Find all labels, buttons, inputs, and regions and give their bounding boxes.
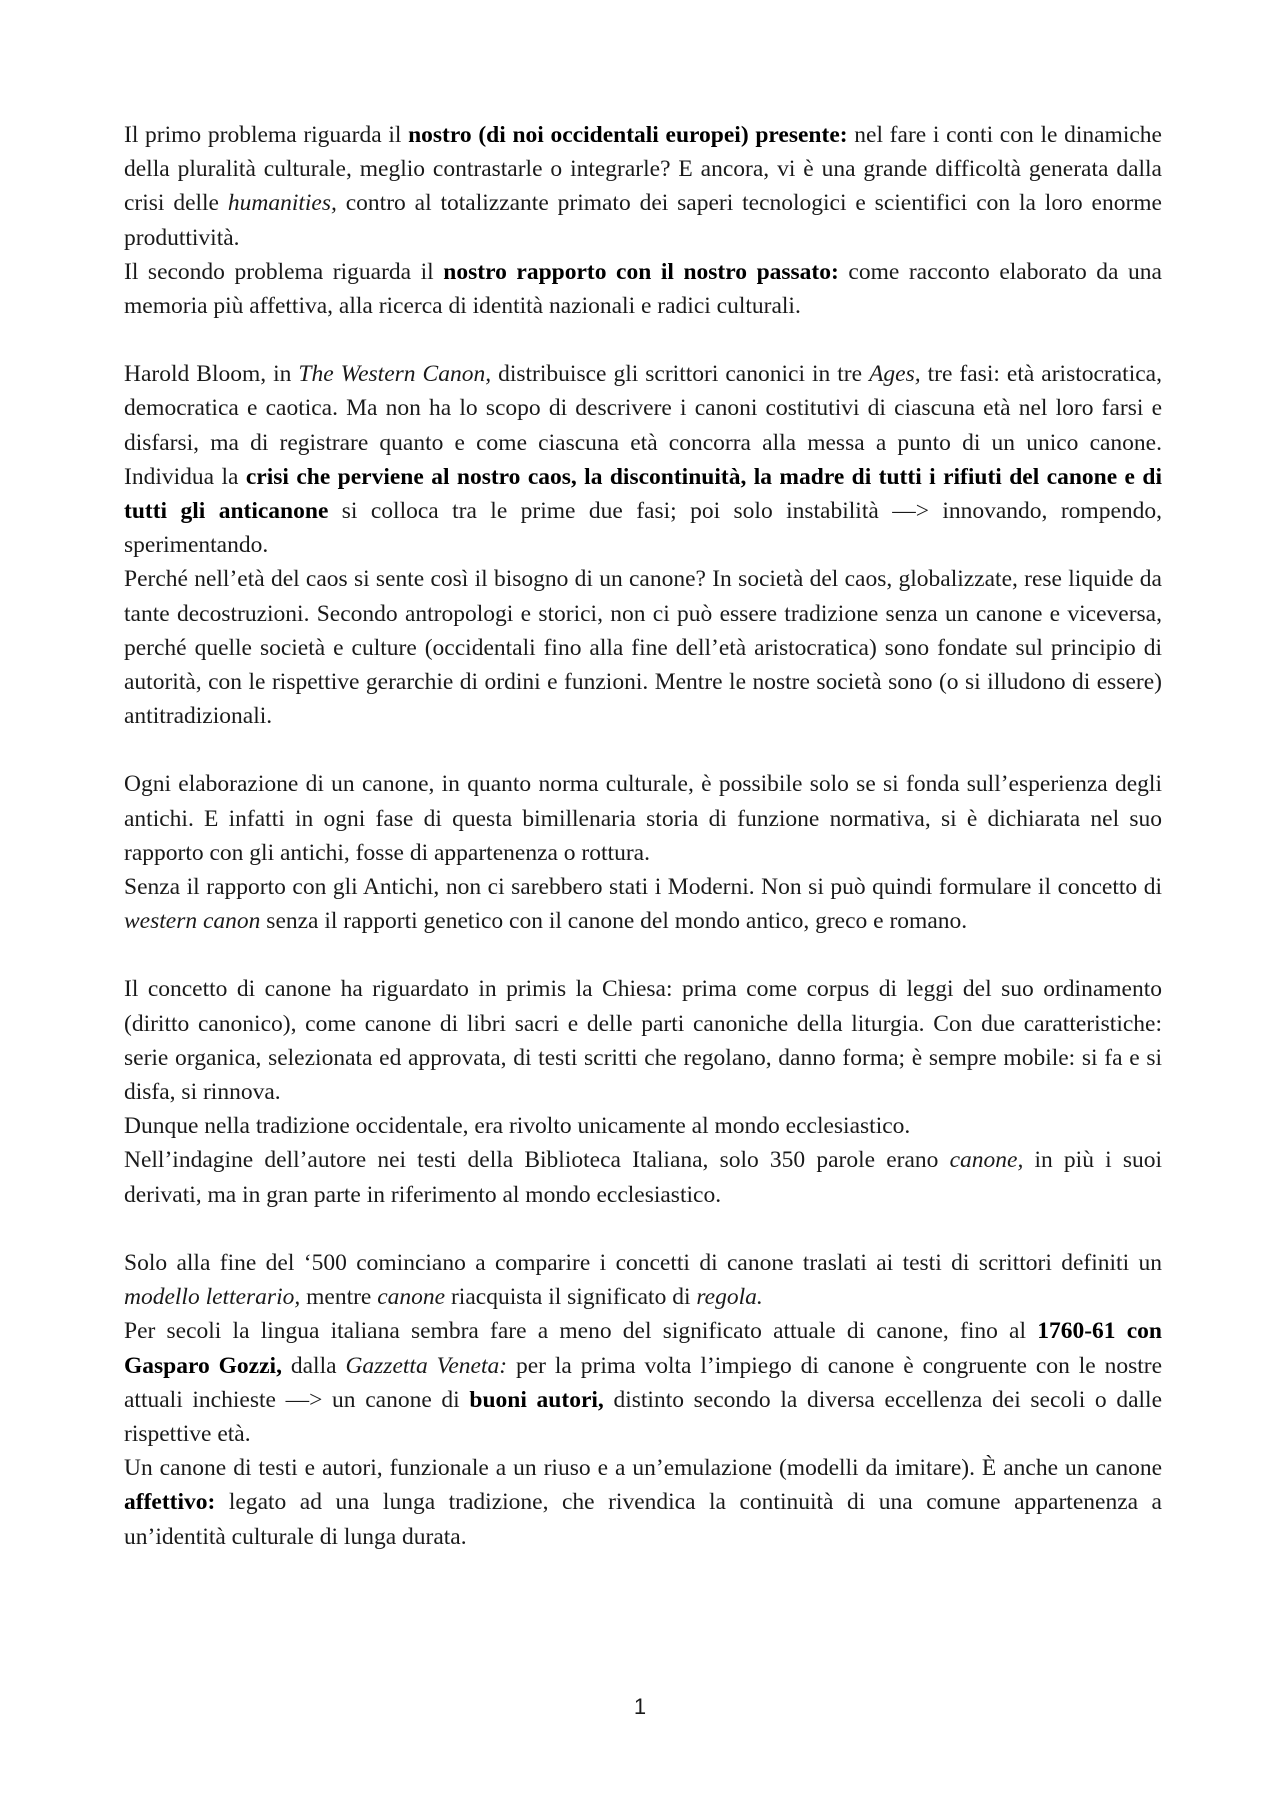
text-run: Harold Bloom, in bbox=[124, 361, 299, 388]
bold-text: buoni autori, bbox=[469, 1386, 604, 1413]
text-run: legato ad una lunga tradizione, che rivendica la continuità di una comune appartenenza a un’identità culturale di lunga durata. bbox=[124, 1489, 1162, 1550]
text-run: distinto secondo la diversa eccellenza dei secoli o dalle rispettive età. bbox=[124, 1386, 1162, 1447]
para-past-problem bbox=[124, 255, 1162, 323]
text-run: Il secondo problema riguarda il bbox=[124, 258, 444, 285]
para-affective-canon bbox=[124, 1451, 1162, 1554]
text-run: per la prima volta l’impiego di canone è congruente con le nostre attuali inchieste —> un canone di bbox=[124, 1352, 1163, 1413]
text-run: Perché nell’età del caos si sente così il bisogno di un canone? In società del caos, globalizzate, rese liquide da tante decostruzioni. Secondo antropologi e storici, non ci può essere tradizione senza un canone e viceversa, perché quelle società e culture (occidentali fino alla fine dell’età aristocratica) sono fondate sul principio di autorità, con le rispettive gerarchie di ordini e funzioni. Mentre le nostre società sono (o si illudono di essere) antitradizionali. bbox=[124, 566, 1162, 730]
para-church bbox=[124, 972, 1162, 1109]
text-run: come racconto elaborato da una memoria più affettiva, alla ricerca di identità nazionali e radici culturali. bbox=[124, 258, 1162, 320]
italic-text: modello letterario, bbox=[124, 1284, 301, 1311]
text-run: si colloca tra le prime due fasi; poi solo instabilità —> innovando, rompendo, sperimentando. bbox=[124, 498, 1162, 559]
text-run: contro al totalizzante primato dei saperi tecnologici e scientifici con la loro enorme produttività. bbox=[124, 190, 1162, 251]
para-cinquecento bbox=[124, 1246, 1162, 1314]
document-body bbox=[124, 118, 1162, 1554]
text-run: nel fare i conti con le dinamiche della pluralità culturale, meglio contrastarle o integrarle? E ancora, vi è una grande difficoltà generata dalla crisi delle bbox=[124, 122, 1162, 217]
italic-text: humanities, bbox=[227, 190, 337, 217]
para-ancients bbox=[124, 767, 1162, 870]
italic-text: western canon bbox=[124, 908, 261, 935]
para-chaos-age bbox=[124, 562, 1162, 733]
text-run: Ogni elaborazione di un canone, in quanto norma culturale, è possibile solo se si fonda sull’esperienza degli antichi. E infatti in ogni fase di questa bimillenaria storia di funzione normativa, si è dichiarata nel suo rapporto con gli antichi, fosse di appartenenza o rottura. bbox=[124, 771, 1162, 866]
para-moderns bbox=[124, 870, 1162, 938]
para-bloom bbox=[124, 357, 1162, 562]
text-run: distribuisce gli scrittori canonici in tre bbox=[491, 361, 870, 388]
bold-text: nostro rapporto con il nostro passato: bbox=[443, 258, 839, 285]
text-run: Il concetto di canone ha riguardato in primis la Chiesa: prima come corpus di leggi del suo ordinamento (diritto canonico), come canone di libri sacri e delle parti canoniche della liturgia. Con due caratteristiche: serie organica, selezionata ed approvata, di testi scritti che regolano, danno forma; è sempre mobile: si fa e si disfa, si rinnova. bbox=[124, 976, 1162, 1106]
page-number: 1 bbox=[633, 1694, 647, 1719]
text-run: tre fasi: età aristocratica, democratica e caotica. Ma non ha lo scopo di descrivere i canoni costitutivi di ciascuna età nel loro farsi e disfarsi, ma di registrare quanto e come ciascuna età concorra alla messa a punto di un unico canone. Individua la bbox=[124, 361, 1162, 490]
text-run: in più i suoi derivati, ma in gran parte in riferimento al mondo ecclesiastico. bbox=[124, 1147, 1162, 1208]
italic-text: canone bbox=[377, 1284, 446, 1311]
text-run: Solo alla fine del ‘500 cominciano a comparire i concetti di canone traslati ai testi di scrittori definiti un bbox=[124, 1249, 1162, 1276]
para-biblioteca bbox=[124, 1143, 1162, 1211]
text-run: mentre bbox=[300, 1284, 378, 1311]
text-run: riacquista il significato di bbox=[445, 1284, 697, 1311]
italic-text: The Western Canon, bbox=[298, 361, 492, 388]
para-gozzi bbox=[124, 1314, 1162, 1451]
italic-text: Gazzetta Veneta: bbox=[345, 1352, 508, 1379]
bold-text: crisi che perviene al nostro caos, la discontinuità, la madre di tutti i rifiuti del canone e di tutti gli anticanone bbox=[124, 463, 1162, 525]
italic-text: Ages, bbox=[869, 361, 921, 388]
bold-text: 1760-61 con Gasparo Gozzi, bbox=[124, 1318, 1162, 1379]
para-ecclesiastic bbox=[124, 1109, 1162, 1143]
text-run: Per secoli la lingua italiana sembra fare a meno del significato attuale di canone, fino al bbox=[124, 1318, 1038, 1345]
text-run: Un canone di testi e autori, funzionale a un riuso e a un’emulazione (modelli da imitare). È anche un canone bbox=[124, 1455, 1162, 1482]
text-run: Dunque nella tradizione occidentale, era rivolto unicamente al mondo ecclesiastico. bbox=[124, 1113, 911, 1140]
text-run: dalla bbox=[281, 1352, 346, 1379]
text-run: senza il rapporti genetico con il canone del mondo antico, greco e romano. bbox=[260, 908, 968, 935]
bold-text: affettivo: bbox=[124, 1489, 216, 1516]
bold-text: nostro (di noi occidentali europei) presente: bbox=[408, 122, 848, 148]
text-run: Il primo problema riguarda il bbox=[124, 122, 409, 148]
italic-text: canone, bbox=[949, 1147, 1024, 1174]
text-run: Senza il rapporto con gli Antichi, non ci sarebbero stati i Moderni. Non si può quindi formulare il concetto di bbox=[124, 874, 1162, 901]
text-run: Nell’indagine dell’autore nei testi della Biblioteca Italiana, solo 350 parole erano bbox=[124, 1147, 950, 1174]
italic-text: regola. bbox=[696, 1284, 763, 1311]
para-present-problem bbox=[124, 118, 1162, 255]
